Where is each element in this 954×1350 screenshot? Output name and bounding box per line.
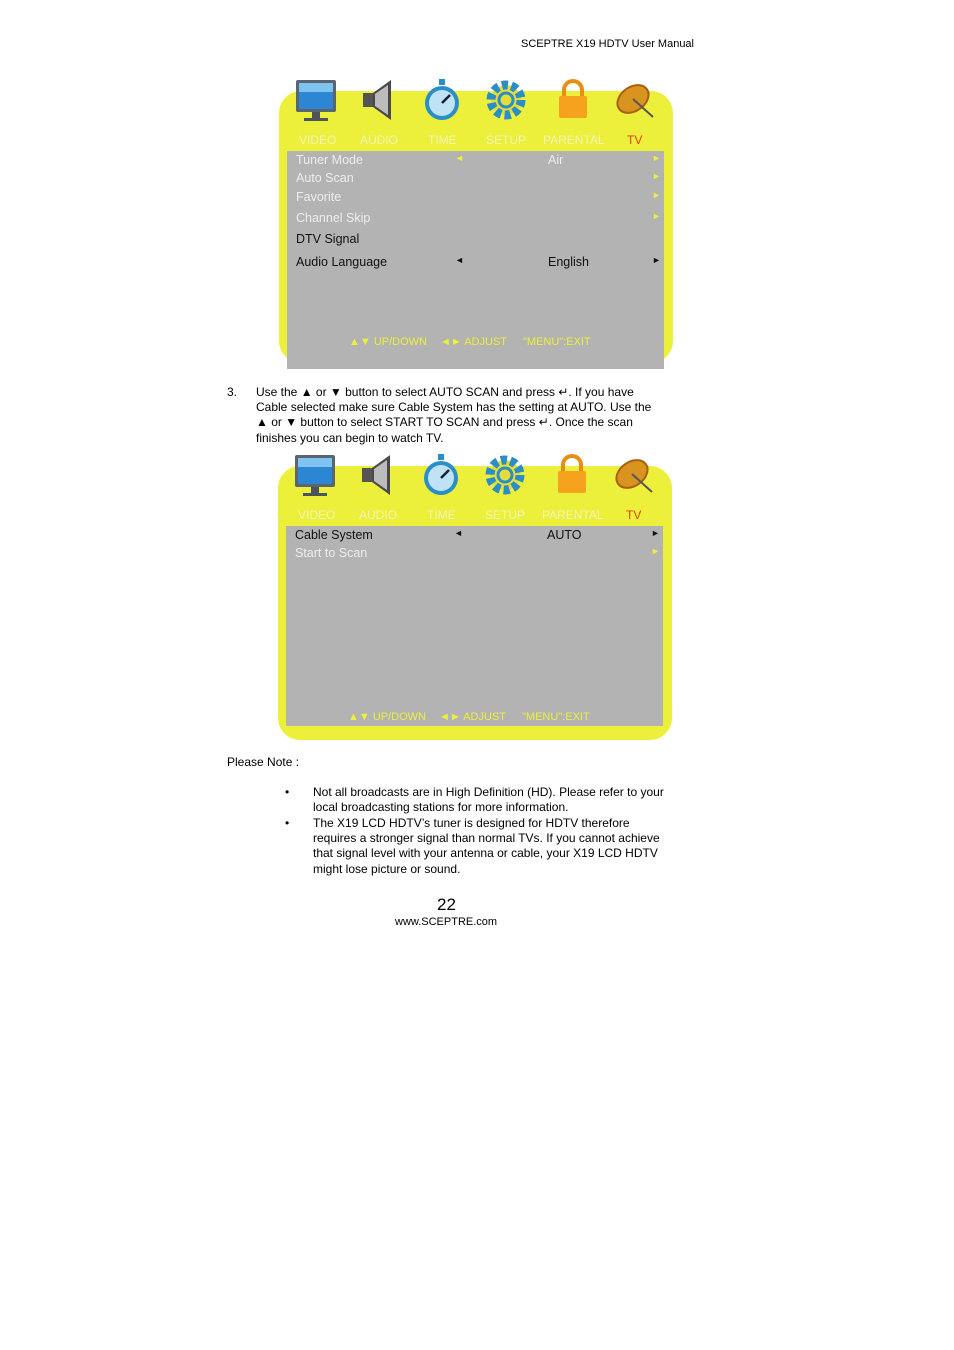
menu-row-label: DTV Signal (296, 232, 360, 246)
menu-row (287, 190, 664, 208)
bullet-icon: • (285, 816, 290, 830)
tab-tv: TV (627, 133, 643, 147)
footer-hint-exit: "MENU":EXIT (523, 336, 591, 348)
menu-panel (287, 151, 664, 369)
step-line: Cable selected make sure Cable System has the setting at AUTO. Use the (256, 400, 652, 415)
satellite-dish-icon (613, 77, 659, 123)
menu-row-label: Auto Scan (296, 171, 354, 185)
monitor-icon (293, 77, 339, 123)
note-title: Please Note : (227, 755, 300, 769)
right-arrow-icon: ► (652, 153, 661, 163)
tv-menu-screenshot-2 (278, 466, 672, 740)
menu-row-label: Cable System (295, 528, 373, 542)
menu-row (287, 171, 664, 189)
tv-menu-screenshot-1 (279, 91, 673, 363)
menu-row-label: Audio Language (296, 255, 388, 269)
speaker-icon (355, 77, 401, 123)
menu-row-label: Tuner Mode (296, 153, 363, 167)
menu-row-label: Start to Scan (295, 546, 368, 560)
step-line: Use the ▲ or ▼ button to select AUTO SCAN and press ↵. If you have (256, 385, 634, 399)
padlock-icon (549, 452, 595, 498)
menu-row (286, 528, 663, 546)
menu-panel (286, 526, 663, 726)
menu-row-value: Air (548, 153, 564, 167)
footer-hint-updown: ▲▼ UP/DOWN (348, 711, 426, 723)
menu-row-value: English (548, 255, 589, 269)
step-number: 3. (227, 385, 238, 399)
tab-audio: AUDIO (360, 133, 399, 147)
tab-parental: PARENTAL (543, 133, 605, 147)
monitor-icon (292, 452, 338, 498)
left-arrow-icon: ◄ (455, 153, 464, 163)
step-line: ▲ or ▼ button to select START TO SCAN and press ↵. Once the scan (256, 415, 633, 430)
stopwatch-icon (418, 452, 464, 498)
menu-row (286, 546, 663, 564)
tab-parental: PARENTAL (542, 508, 604, 522)
menu-icon-bar (279, 77, 673, 129)
bullet-text (313, 816, 660, 877)
gear-icon (483, 77, 529, 123)
left-arrow-icon: ◄ (455, 255, 464, 265)
gear-icon (482, 452, 528, 498)
bullet-line: might lose picture or sound. (313, 861, 461, 876)
tab-setup: SETUP (485, 508, 526, 522)
page-header: SCEPTRE X19 HDTV User Manual (521, 38, 694, 50)
bullet-line: that signal level with your antenna or cable, your X19 LCD HDTV (313, 846, 658, 861)
tab-time: TIME (427, 508, 456, 522)
menu-row-value: AUTO (547, 528, 582, 542)
menu-row (287, 153, 664, 171)
tab-video: VIDEO (298, 508, 336, 522)
right-arrow-icon: ► (651, 546, 660, 556)
bullet-text (313, 785, 664, 815)
footer-hint-exit: "MENU":EXIT (522, 711, 590, 723)
tab-video: VIDEO (299, 133, 337, 147)
page-number: 22 (437, 895, 456, 914)
tab-time: TIME (428, 133, 457, 147)
right-arrow-icon: ► (652, 190, 661, 200)
menu-icon-bar (278, 452, 672, 504)
right-arrow-icon: ► (652, 255, 661, 265)
menu-row-label: Favorite (296, 190, 342, 204)
tab-setup: SETUP (486, 133, 527, 147)
tab-audio: AUDIO (359, 508, 398, 522)
satellite-dish-icon (612, 452, 658, 498)
bullet-line: local broadcasting stations for more information. (313, 800, 569, 815)
right-arrow-icon: ► (651, 528, 660, 538)
left-arrow-icon: ◄ (454, 528, 463, 538)
website-url: www.SCEPTRE.com (395, 916, 498, 928)
step-instructions (256, 385, 696, 446)
bullet-line: Not all broadcasts are in High Definition (HD). Please refer to your (313, 785, 664, 799)
speaker-icon (354, 452, 400, 498)
bullet-line: requires a stronger signal than normal TVs. If you cannot achieve (313, 831, 660, 846)
menu-row (287, 211, 664, 229)
footer-hint-updown: ▲▼ UP/DOWN (349, 336, 427, 348)
menu-tab-bar (279, 133, 673, 147)
step-line: finishes you can begin to watch TV. (256, 430, 444, 445)
menu-tab-bar (278, 508, 672, 522)
right-arrow-icon: ► (652, 171, 661, 181)
menu-row (287, 255, 664, 273)
footer-hint-adjust: ◄► ADJUST (439, 711, 507, 723)
menu-row (287, 232, 664, 250)
stopwatch-icon (419, 77, 465, 123)
bullet-line: The X19 LCD HDTV’s tuner is designed for HDTV therefore (313, 816, 630, 830)
footer-hint-adjust: ◄► ADJUST (440, 336, 508, 348)
bullet-icon: • (285, 785, 290, 799)
padlock-icon (550, 77, 596, 123)
tab-tv: TV (626, 508, 642, 522)
right-arrow-icon: ► (652, 211, 661, 221)
menu-row-label: Channel Skip (296, 211, 371, 225)
